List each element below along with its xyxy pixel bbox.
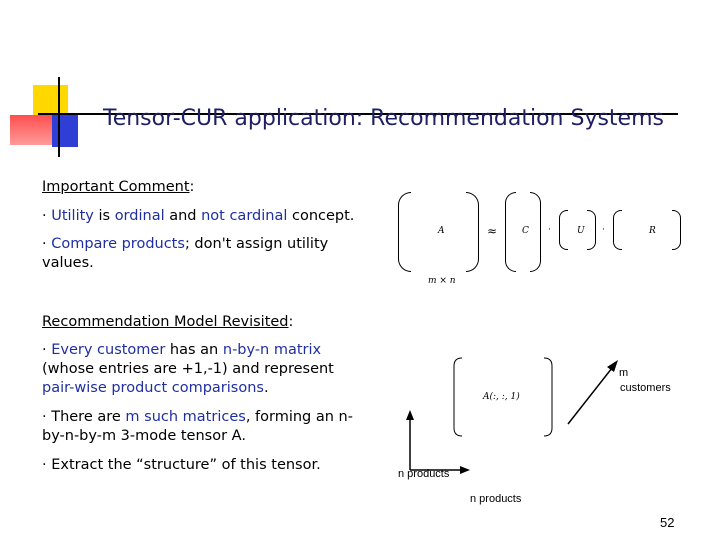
- bullet-m-matrices: · There are m such matrices, forming an n-by-n-by-m 3-mode tensor A.: [42, 409, 353, 444]
- eq-C-left-bracket: [505, 192, 516, 272]
- bullet-compare: · Compare products; don't assign utility values.: [42, 236, 329, 271]
- bullet-utility: · Utility is ordinal and not cardinal concept.: [42, 208, 355, 224]
- eq-dot2: ·: [602, 225, 605, 235]
- slice-left-bracket: [454, 358, 462, 436]
- bullet-extract: · Extract the “structure” of this tensor.: [42, 457, 321, 473]
- section1-heading-line: Important Comment:: [42, 179, 195, 195]
- eq-R: R: [649, 226, 656, 236]
- vertical-arrowhead: [406, 410, 414, 420]
- section2-heading: Recommendation Model Revisited: [42, 314, 289, 330]
- eq-C-right-bracket: [530, 192, 541, 272]
- horizontal-arrowhead: [460, 466, 470, 474]
- bullet-every-customer: · Every customer has an n-by-n matrix (whose entries are +1,-1) and represent pair-wise product comparisons.: [42, 342, 334, 396]
- slide-title: Tensor-CUR application: Recommendation Systems: [103, 106, 664, 131]
- eq-A-left-bracket: [398, 192, 411, 272]
- eq-C: C: [522, 226, 529, 236]
- eq-dims: m × n: [428, 276, 456, 286]
- eq-R-left-bracket: [613, 210, 622, 250]
- customers-label: customers: [620, 382, 671, 394]
- decor-blue-square: [52, 115, 78, 147]
- eq-dot1: ·: [548, 225, 551, 235]
- eq-A-right-bracket: [466, 192, 479, 272]
- eq-approx: ≈: [487, 224, 498, 238]
- eq-A: A: [438, 226, 445, 236]
- eq-R-right-bracket: [672, 210, 681, 250]
- page-number: 52: [660, 515, 675, 530]
- decor-vertical-line: [58, 77, 60, 157]
- section1-heading: Important Comment: [42, 179, 190, 195]
- decor-red-square: [10, 115, 52, 145]
- n-products-horizontal-label: n products: [470, 493, 522, 505]
- slice-right-bracket: [544, 358, 552, 436]
- n-products-vertical-label: n products: [398, 468, 450, 480]
- eq-U: U: [577, 226, 585, 236]
- diagonal-arrowhead: [607, 360, 618, 372]
- eq-U-right-bracket: [587, 210, 596, 250]
- diagonal-arrow-line: [568, 368, 612, 424]
- m-label: m: [619, 367, 629, 379]
- eq-U-left-bracket: [559, 210, 568, 250]
- slice-label: A(:, :, 1): [483, 392, 520, 402]
- section2-heading-line: Recommendation Model Revisited:: [42, 314, 294, 330]
